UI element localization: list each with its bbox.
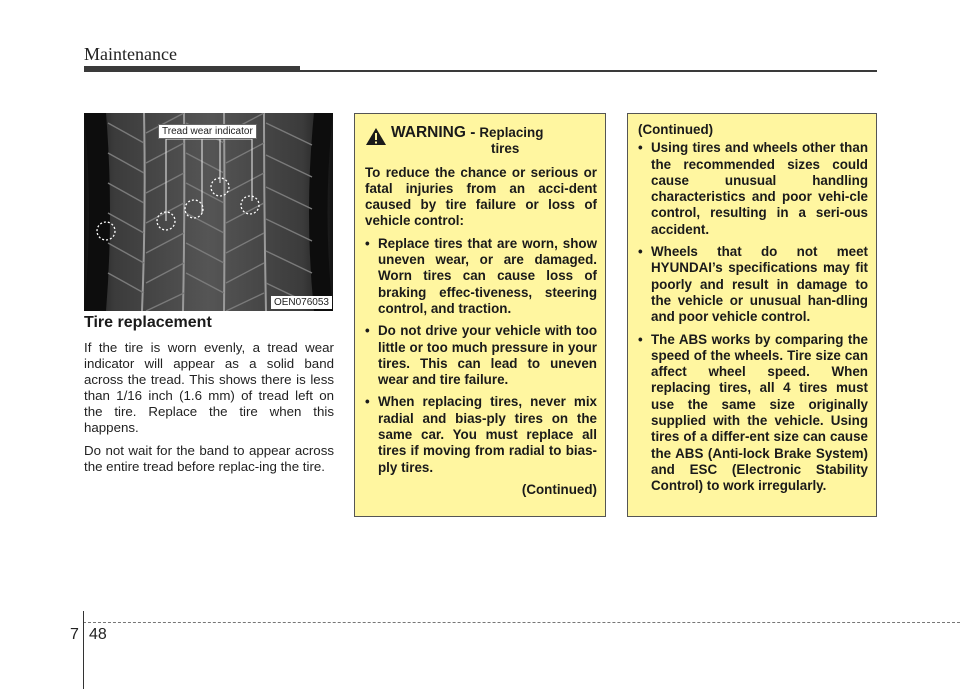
warning-item-wheel-spec: • Wheels that do not meet HYUNDAI’s specifications may fit poorly and result in damage to the vehicle or unusual han-dling and poor vehicle control. [638, 244, 868, 325]
warning-subject-line2: tires [491, 141, 520, 157]
footer-vertical-rule [83, 611, 84, 689]
warning-intro: To reduce the chance or serious or fatal injuries from an acci-dent caused by tire failure or loss of vehicle control: [365, 164, 597, 229]
warning-header [365, 125, 597, 158]
footer-dashed-rule [83, 622, 960, 623]
page-number: 48 [89, 626, 107, 643]
section-heading: Tire replacement [84, 314, 212, 331]
header-rule-thin [300, 70, 877, 72]
warning-item-tire-sizes: • Using tires and wheels other than the recommended sizes could cause unusual handling characteristics and poor vehi-cle control, resulting in a seri-ous accident. [638, 140, 868, 238]
warning-subject-line1: Replacing [479, 125, 544, 140]
section-paragraph-2: Do not wait for the band to appear across the entire tread before replac-ing the tire. [84, 443, 334, 474]
continued-label: (Continued) [521, 481, 597, 497]
warning-box-continued [627, 113, 877, 517]
figure-code: OEN076053 [271, 296, 332, 309]
warning-list [365, 236, 597, 476]
chapter-number: 7 [70, 626, 79, 643]
warning-item-worn-tires: • Replace tires that are worn, show uneven wear, or are damaged. Worn tires can cause loss of braking effec-tiveness, steering control, and traction. [365, 236, 597, 317]
tire-tread-drawing [84, 113, 333, 311]
tread-wear-indicator-label: Tread wear indicator [158, 124, 257, 139]
tire-tread-illustration [84, 113, 333, 311]
warning-item-radial-bias: • When replacing tires, never mix radial and bias-ply tires on the same car. You must replace all tires if moving from radial to bias-ply tires. [365, 394, 597, 475]
warning-triangle-icon [365, 127, 387, 146]
tire-replacement-section [84, 314, 334, 482]
warning-title [391, 125, 543, 158]
section-paragraph-1: If the tire is worn evenly, a tread wear indicator will appear as a solid band across the tread. This shows there is less than 1/16 inch (1.6 mm) of tread left on the tire. Replace the tire when this happens. [84, 340, 334, 435]
warning-box-replacing-tires [354, 113, 606, 517]
warning-item-tire-pressure: • Do not drive your vehicle with too little or too much pressure in your tires. This can lead to uneven wear and tire failure. [365, 323, 597, 388]
continued-label-top: (Continued) [638, 122, 714, 137]
warning-list-continued [638, 140, 868, 494]
page-header-title: Maintenance [84, 44, 177, 64]
warning-item-abs: • The ABS works by comparing the speed of the wheels. Tire size can affect wheel speed. When replacing tires, all 4 tires must use the same size originally supplied with the vehicle. Using tires of a differ-ent size can cause the ABS (Anti-lock Brake System) and ESC (Electronic Stability Control) to work irregularly. [638, 332, 868, 495]
warning-word: WARNING - [391, 124, 476, 141]
header-rule-thick [84, 66, 300, 72]
